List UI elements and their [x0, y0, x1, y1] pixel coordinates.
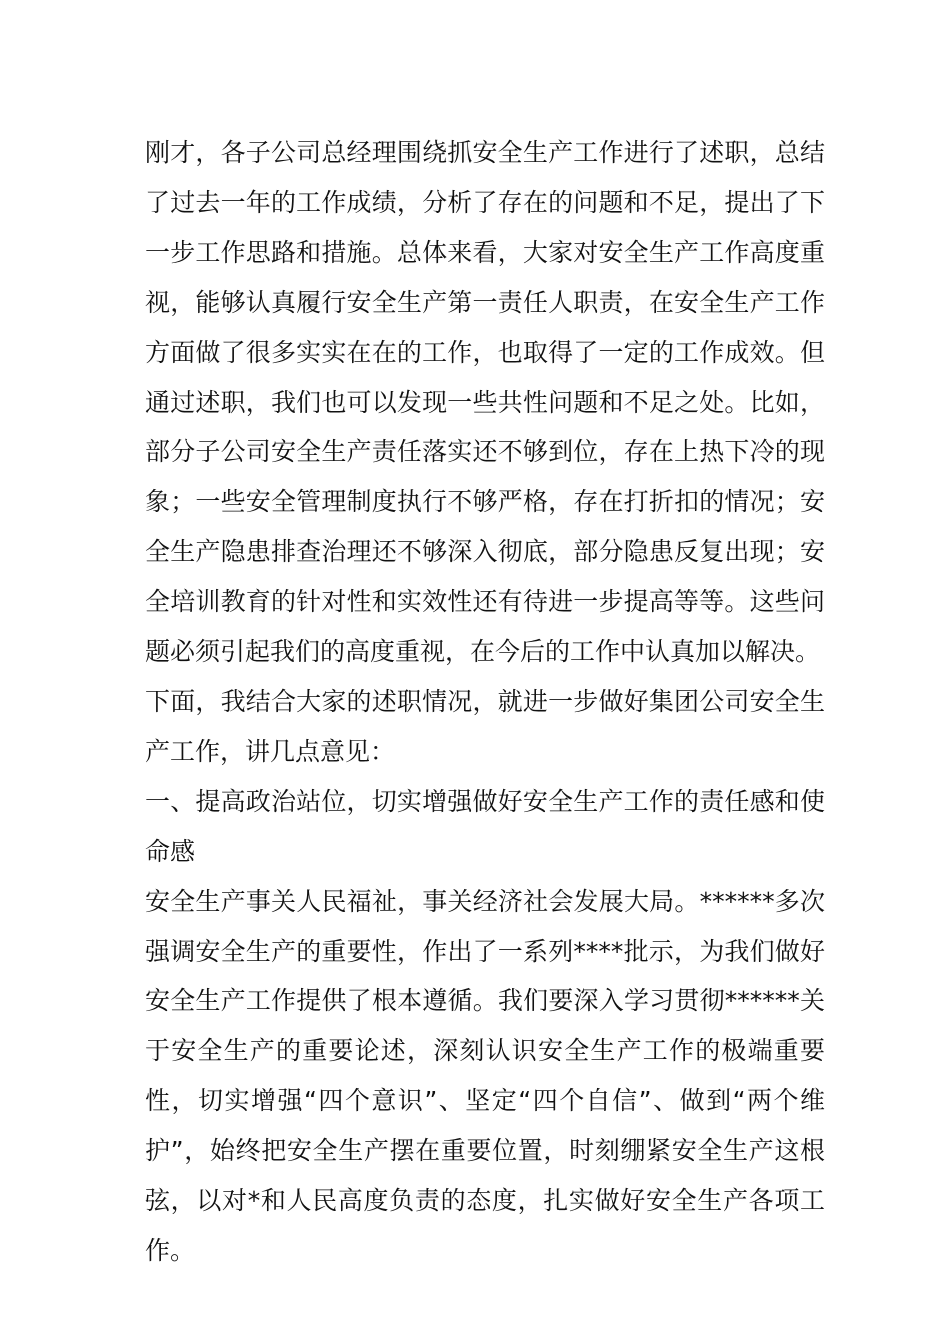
paragraph-intro-opinions: 下面，我结合大家的述职情况，就进一步做好集团公司安全生产工作，讲几点意见： [145, 686, 825, 766]
paragraph-review-summary: 刚才，各子公司总经理围绕抓安全生产工作进行了述职，总结了过去一年的工作成绩，分析了存在的问题和不足，提出了下一步工作思路和措施。总体来看，大家对安全生产工作高度重视，能够认真履行安全生产第一责任人职责，在安全生产工作方面做了很多实实在在的工作，也取得了一定的工作成效。但通过述职，我们也可以发现一些共性问题和不足之处。比如，部分子公司安全生产责任落实还不够到位，存在上热下冷的现象；一些安全管理制度执行不够严格，存在打折扣的情况；安全生产隐患排查治理还不够深入彻底，部分隐患反复出现；安全培训教育的针对性和实效性还有待进一步提高等等。这些问题必须引起我们的高度重视，在今后的工作中认真加以解决。 [145, 138, 825, 667]
section-heading-1: 一、提高政治站位，切实增强做好安全生产工作的责任感和使命感 [145, 786, 825, 866]
document-body [145, 128, 825, 1276]
paragraph-safety-importance: 安全生产事关人民福祉，事关经济社会发展大局。******多次强调安全生产的重要性，作出了一系列****批示，为我们做好安全生产工作提供了根本遵循。我们要深入学习贯彻******关于安全生产的重要论述，深刻认识安全生产工作的极端重要性，切实增强“四个意识”、坚定“四个自信”、做到“两个维护”，始终把安全生产摆在重要位置，时刻绷紧安全生产这根弦，以对*和人民高度负责的态度，扎实做好安全生产各项工作。 [145, 886, 825, 1265]
